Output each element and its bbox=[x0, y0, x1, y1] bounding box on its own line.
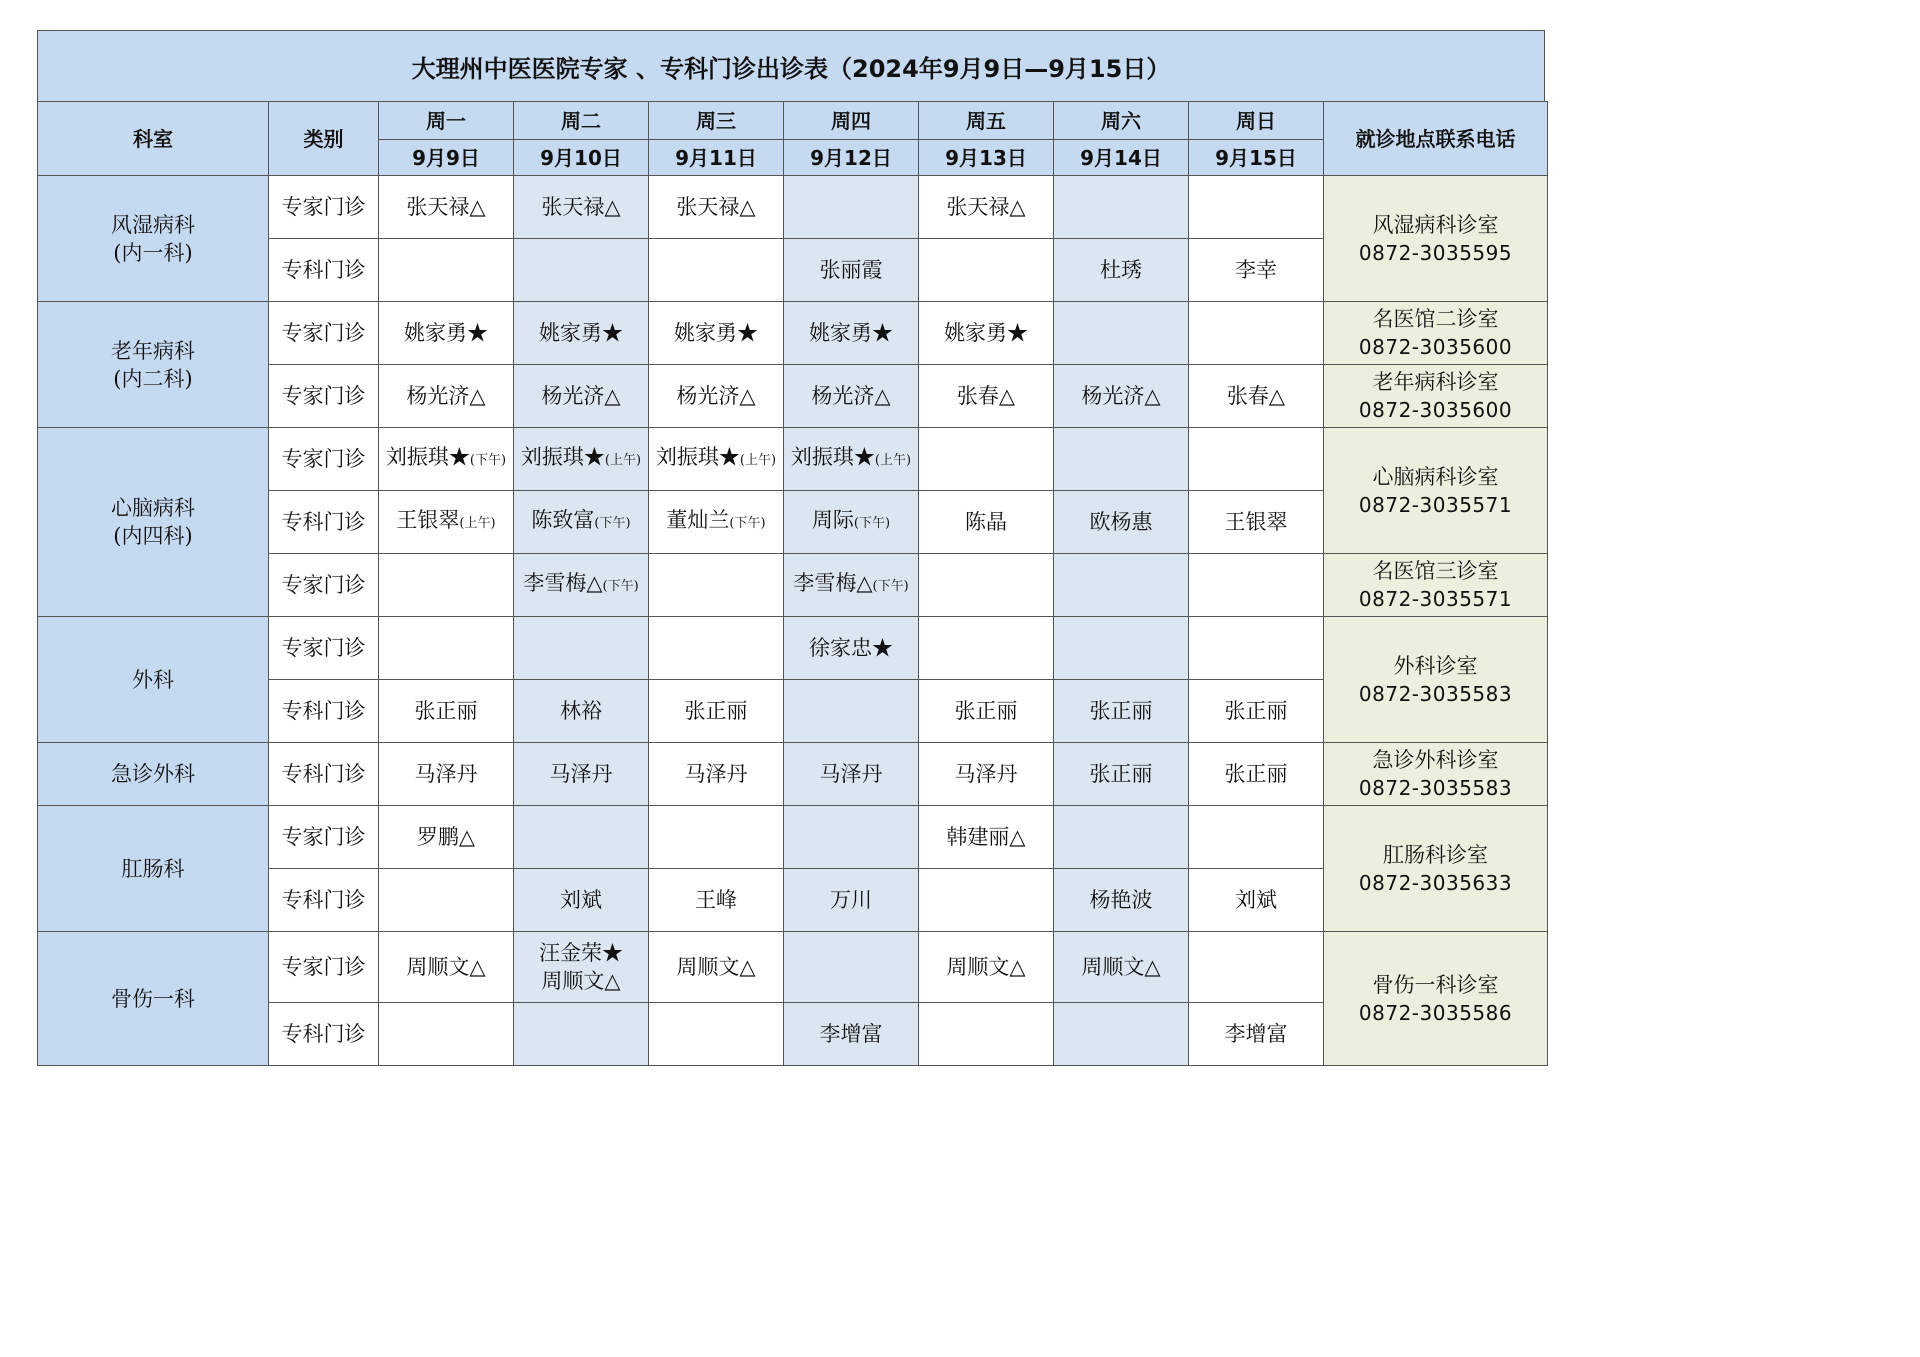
doctor-name: 李雪梅△ bbox=[523, 571, 603, 595]
schedule-cell bbox=[649, 365, 784, 428]
location-phone: 0872-3035633 bbox=[1358, 870, 1513, 895]
schedule-cell bbox=[1054, 239, 1189, 302]
session-note: (下午) bbox=[602, 579, 639, 594]
dept-cell bbox=[38, 617, 269, 743]
doctor-name: 李幸 bbox=[1235, 258, 1277, 282]
category-cell bbox=[269, 491, 379, 554]
schedule-cell bbox=[1189, 743, 1324, 806]
category-cell bbox=[269, 239, 379, 302]
category-label: 专科门诊 bbox=[281, 888, 366, 912]
doctor-name: 张天禄△ bbox=[406, 195, 486, 219]
location-name: 名医馆三诊室 bbox=[1372, 559, 1499, 583]
schedule-cell bbox=[649, 743, 784, 806]
doctor-name: 杨光济△ bbox=[541, 384, 621, 408]
category-cell bbox=[269, 302, 379, 365]
schedule-cell bbox=[919, 743, 1054, 806]
header-date: 9月12日 bbox=[784, 140, 919, 176]
schedule-cell bbox=[1189, 302, 1324, 365]
location-name: 风湿病科诊室 bbox=[1372, 212, 1499, 237]
doctor-name: 张正丽 bbox=[1089, 699, 1153, 723]
schedule-cell bbox=[379, 491, 514, 554]
schedule-cell bbox=[919, 617, 1054, 680]
doctor-name: 李增富 bbox=[1224, 1022, 1288, 1046]
dept-name: 心脑病科 bbox=[111, 496, 195, 520]
doctor-name: 张正丽 bbox=[1224, 699, 1288, 723]
category-cell bbox=[269, 554, 379, 617]
table-row bbox=[38, 302, 1548, 365]
dept-cell bbox=[38, 932, 269, 1066]
doctor-name: 刘振琪★ bbox=[520, 445, 605, 469]
schedule-cell bbox=[1054, 617, 1189, 680]
schedule-cell bbox=[784, 239, 919, 302]
schedule-cell bbox=[784, 1003, 919, 1066]
table-header bbox=[38, 102, 1548, 176]
table-row bbox=[38, 743, 1548, 806]
schedule-cell bbox=[379, 239, 514, 302]
schedule-cell bbox=[1189, 680, 1324, 743]
doctor-name: 刘振琪★ bbox=[385, 445, 470, 469]
doctor-name: 周顺文△ bbox=[676, 955, 756, 979]
schedule-cell bbox=[514, 806, 649, 869]
dept-name: (内一科) bbox=[113, 240, 193, 265]
location-cell bbox=[1324, 743, 1548, 806]
category-label: 专科门诊 bbox=[281, 699, 366, 723]
schedule-cell bbox=[514, 743, 649, 806]
header-weekday: 周三 bbox=[649, 102, 784, 140]
table-body bbox=[38, 176, 1548, 1066]
doctor-name: 董灿兰 bbox=[666, 508, 730, 532]
category-cell bbox=[269, 617, 379, 680]
schedule-cell bbox=[1189, 491, 1324, 554]
schedule-cell bbox=[1189, 1003, 1324, 1066]
schedule-cell bbox=[379, 617, 514, 680]
schedule-cell bbox=[919, 869, 1054, 932]
schedule-cell bbox=[919, 365, 1054, 428]
location-phone: 0872-3035583 bbox=[1358, 776, 1513, 800]
doctor-name: 马泽丹 bbox=[549, 762, 613, 786]
location-cell bbox=[1324, 932, 1548, 1066]
schedule-cell bbox=[784, 743, 919, 806]
doctor-name: 张春△ bbox=[1226, 384, 1286, 408]
location-cell bbox=[1324, 365, 1548, 428]
title-text: 大理州中医医院专家 、专科门诊出诊表（2024年9月9日—9月15日） bbox=[411, 54, 1171, 83]
category-cell bbox=[269, 1003, 379, 1066]
table-row bbox=[38, 932, 1548, 1003]
schedule-cell bbox=[1054, 806, 1189, 869]
header-date: 9月14日 bbox=[1054, 140, 1189, 176]
category-label: 专家门诊 bbox=[281, 447, 366, 471]
schedule-cell bbox=[514, 680, 649, 743]
dept-cell bbox=[38, 302, 269, 428]
header-location-label: 就诊地点联系电话 bbox=[1355, 126, 1516, 151]
schedule-cell bbox=[649, 806, 784, 869]
header-weekday: 周一 bbox=[379, 102, 514, 140]
category-cell bbox=[269, 932, 379, 1003]
schedule-cell bbox=[919, 428, 1054, 491]
dept-cell bbox=[38, 428, 269, 617]
schedule-cell bbox=[784, 680, 919, 743]
schedule-cell bbox=[919, 176, 1054, 239]
header-date: 9月15日 bbox=[1189, 140, 1324, 176]
location-phone: 0872-3035571 bbox=[1358, 492, 1513, 517]
session-note: (上午) bbox=[604, 453, 642, 468]
doctor-name: 杨光济△ bbox=[406, 384, 486, 408]
category-label: 专科门诊 bbox=[281, 762, 366, 786]
doctor-name: 张丽霞 bbox=[819, 258, 883, 282]
doctor-name: 周顺文△ bbox=[946, 955, 1026, 979]
doctor-name: 姚家勇★ bbox=[809, 321, 893, 345]
schedule-cell bbox=[784, 806, 919, 869]
doctor-name: 张天禄△ bbox=[541, 195, 621, 219]
dept-name: (内四科) bbox=[113, 524, 193, 548]
location-name: 骨伤一科诊室 bbox=[1372, 972, 1499, 997]
schedule-cell bbox=[1054, 491, 1189, 554]
doctor-name: 张正丽 bbox=[684, 699, 748, 723]
schedule-cell bbox=[919, 302, 1054, 365]
location-name: 肛肠科诊室 bbox=[1383, 842, 1488, 867]
schedule-cell bbox=[1054, 932, 1189, 1003]
schedule-cell bbox=[1054, 176, 1189, 239]
schedule-cell bbox=[784, 176, 919, 239]
header-weekday: 周六 bbox=[1054, 102, 1189, 140]
header-dept-label: 科室 bbox=[133, 126, 173, 151]
dept-name: 老年病科 bbox=[111, 338, 195, 363]
schedule-cell bbox=[1189, 176, 1324, 239]
session-note: (下午) bbox=[853, 516, 891, 531]
dept-name: (内二科) bbox=[113, 366, 193, 391]
schedule-cell bbox=[1189, 869, 1324, 932]
schedule-cell bbox=[649, 680, 784, 743]
dept-name: 骨伤一科 bbox=[111, 986, 195, 1011]
session-note: (上午) bbox=[874, 453, 912, 468]
category-label: 专科门诊 bbox=[281, 1022, 366, 1046]
doctor-name: 张正丽 bbox=[954, 699, 1018, 723]
doctor-name: 姚家勇★ bbox=[944, 321, 1028, 345]
header-dept bbox=[38, 102, 269, 176]
schedule-cell bbox=[784, 932, 919, 1003]
schedule-cell bbox=[784, 617, 919, 680]
schedule-sheet bbox=[37, 30, 1545, 1066]
header-date: 9月9日 bbox=[379, 140, 514, 176]
schedule-cell bbox=[514, 428, 649, 491]
doctor-name: 刘斌 bbox=[560, 888, 602, 912]
schedule-cell bbox=[784, 869, 919, 932]
doctor-name: 韩建丽△ bbox=[946, 825, 1026, 849]
category-cell bbox=[269, 365, 379, 428]
doctor-name: 张天禄△ bbox=[946, 195, 1026, 219]
session-note: (上午) bbox=[459, 516, 496, 531]
doctor-name: 林裕 bbox=[560, 699, 602, 723]
schedule-cell bbox=[649, 491, 784, 554]
location-cell bbox=[1324, 617, 1548, 743]
category-cell bbox=[269, 743, 379, 806]
doctor-name: 刘振琪★ bbox=[655, 445, 740, 469]
doctor-name: 周顺文△ bbox=[1081, 955, 1161, 979]
schedule-cell bbox=[379, 743, 514, 806]
schedule-cell bbox=[919, 1003, 1054, 1066]
doctor-name: 罗鹏△ bbox=[416, 825, 476, 849]
dept-name: 急诊外科 bbox=[111, 762, 195, 786]
schedule-cell bbox=[1054, 365, 1189, 428]
doctor-name: 王银翠 bbox=[1224, 510, 1288, 534]
doctor-name: 杨光济△ bbox=[676, 384, 756, 408]
category-label: 专家门诊 bbox=[281, 955, 366, 979]
doctor-name: 马泽丹 bbox=[684, 762, 748, 786]
schedule-cell bbox=[514, 239, 649, 302]
doctor-name: 周顺文△ bbox=[406, 955, 486, 979]
schedule-cell bbox=[514, 491, 649, 554]
schedule-cell bbox=[514, 932, 649, 1003]
category-label: 专家门诊 bbox=[281, 573, 366, 597]
location-cell bbox=[1324, 428, 1548, 554]
dept-cell bbox=[38, 806, 269, 932]
schedule-cell bbox=[649, 428, 784, 491]
category-label: 专家门诊 bbox=[281, 636, 366, 660]
schedule-cell bbox=[919, 491, 1054, 554]
schedule-cell bbox=[1189, 617, 1324, 680]
location-name: 老年病科诊室 bbox=[1372, 370, 1499, 394]
header-category-label: 类别 bbox=[303, 126, 344, 151]
session-note: (下午) bbox=[594, 516, 631, 531]
doctor-name: 周顺文△ bbox=[541, 969, 621, 993]
location-phone: 0872-3035571 bbox=[1358, 587, 1513, 611]
doctor-name: 万川 bbox=[830, 888, 872, 912]
category-label: 专科门诊 bbox=[281, 510, 366, 534]
schedule-cell bbox=[379, 806, 514, 869]
schedule-cell bbox=[1054, 1003, 1189, 1066]
doctor-name: 周际 bbox=[811, 508, 854, 532]
header-weekday: 周日 bbox=[1189, 102, 1324, 140]
schedule-cell bbox=[1054, 302, 1189, 365]
location-cell bbox=[1324, 176, 1548, 302]
category-label: 专家门诊 bbox=[281, 825, 366, 849]
header-weekday: 周五 bbox=[919, 102, 1054, 140]
location-cell bbox=[1324, 554, 1548, 617]
doctor-name: 李雪梅△ bbox=[793, 571, 873, 595]
dept-name: 外科 bbox=[132, 667, 174, 692]
schedule-cell bbox=[649, 302, 784, 365]
category-label: 专科门诊 bbox=[281, 258, 366, 282]
schedule-cell bbox=[649, 617, 784, 680]
category-cell bbox=[269, 176, 379, 239]
schedule-cell bbox=[379, 428, 514, 491]
header-date: 9月11日 bbox=[649, 140, 784, 176]
doctor-name: 姚家勇★ bbox=[539, 321, 623, 345]
doctor-name: 马泽丹 bbox=[414, 762, 478, 786]
table-row bbox=[38, 617, 1548, 680]
schedule-cell bbox=[1054, 554, 1189, 617]
doctor-name: 汪金荣★ bbox=[539, 941, 623, 965]
schedule-cell bbox=[379, 932, 514, 1003]
dept-cell bbox=[38, 176, 269, 302]
doctor-name: 杨光济△ bbox=[811, 384, 891, 408]
schedule-cell bbox=[919, 239, 1054, 302]
schedule-cell bbox=[919, 554, 1054, 617]
schedule-cell bbox=[649, 554, 784, 617]
page-title bbox=[37, 30, 1545, 101]
category-label: 专家门诊 bbox=[281, 384, 366, 408]
schedule-cell bbox=[784, 365, 919, 428]
schedule-cell bbox=[379, 680, 514, 743]
schedule-cell bbox=[784, 491, 919, 554]
schedule-cell bbox=[649, 1003, 784, 1066]
category-cell bbox=[269, 806, 379, 869]
schedule-cell bbox=[514, 869, 649, 932]
location-name: 外科诊室 bbox=[1393, 653, 1478, 678]
schedule-cell bbox=[919, 680, 1054, 743]
schedule-cell bbox=[919, 806, 1054, 869]
location-cell bbox=[1324, 806, 1548, 932]
schedule-cell bbox=[379, 365, 514, 428]
schedule-cell bbox=[919, 932, 1054, 1003]
session-note: (下午) bbox=[729, 516, 766, 531]
schedule-cell bbox=[649, 869, 784, 932]
doctor-name: 陈致富 bbox=[531, 508, 595, 532]
table-row bbox=[38, 428, 1548, 491]
doctor-name: 杜琇 bbox=[1100, 258, 1142, 282]
schedule-cell bbox=[379, 302, 514, 365]
schedule-cell bbox=[649, 932, 784, 1003]
category-label: 专家门诊 bbox=[281, 195, 366, 219]
dept-name: 肛肠科 bbox=[121, 856, 185, 881]
schedule-cell bbox=[1189, 365, 1324, 428]
doctor-name: 马泽丹 bbox=[819, 762, 883, 786]
doctor-name: 王峰 bbox=[695, 888, 737, 912]
header-weekday: 周四 bbox=[784, 102, 919, 140]
schedule-cell bbox=[1054, 743, 1189, 806]
schedule-cell bbox=[1054, 869, 1189, 932]
schedule-cell bbox=[379, 1003, 514, 1066]
category-cell bbox=[269, 869, 379, 932]
table-row bbox=[38, 176, 1548, 239]
doctor-name: 刘斌 bbox=[1235, 888, 1277, 912]
session-note: (下午) bbox=[469, 453, 507, 468]
header-weekday: 周二 bbox=[514, 102, 649, 140]
category-label: 专家门诊 bbox=[281, 321, 366, 345]
schedule-cell bbox=[514, 365, 649, 428]
schedule-table bbox=[37, 101, 1548, 1066]
schedule-cell bbox=[1054, 680, 1189, 743]
schedule-cell bbox=[1189, 932, 1324, 1003]
doctor-name: 陈晶 bbox=[965, 510, 1007, 534]
schedule-cell bbox=[379, 176, 514, 239]
location-name: 急诊外科诊室 bbox=[1372, 748, 1499, 772]
location-name: 心脑病科诊室 bbox=[1372, 464, 1499, 489]
location-cell bbox=[1324, 302, 1548, 365]
schedule-cell bbox=[784, 554, 919, 617]
header-date: 9月10日 bbox=[514, 140, 649, 176]
location-phone: 0872-3035600 bbox=[1358, 335, 1513, 359]
session-note: (上午) bbox=[739, 453, 777, 468]
schedule-cell bbox=[1189, 806, 1324, 869]
schedule-cell bbox=[514, 1003, 649, 1066]
header-category bbox=[269, 102, 379, 176]
doctor-name: 张天禄△ bbox=[676, 195, 756, 219]
schedule-cell bbox=[1189, 239, 1324, 302]
schedule-cell bbox=[379, 869, 514, 932]
schedule-cell bbox=[649, 239, 784, 302]
schedule-cell bbox=[514, 554, 649, 617]
doctor-name: 姚家勇★ bbox=[404, 321, 488, 345]
dept-cell bbox=[38, 743, 269, 806]
doctor-name: 张正丽 bbox=[414, 699, 478, 723]
doctor-name: 张正丽 bbox=[1224, 762, 1288, 786]
doctor-name: 张正丽 bbox=[1089, 762, 1153, 786]
schedule-cell bbox=[514, 617, 649, 680]
doctor-name: 马泽丹 bbox=[954, 762, 1018, 786]
schedule-cell bbox=[784, 302, 919, 365]
category-cell bbox=[269, 428, 379, 491]
category-cell bbox=[269, 680, 379, 743]
schedule-cell bbox=[514, 176, 649, 239]
location-name: 名医馆二诊室 bbox=[1372, 307, 1499, 331]
schedule-cell bbox=[514, 302, 649, 365]
schedule-cell bbox=[649, 176, 784, 239]
table-row bbox=[38, 806, 1548, 869]
session-note: (下午) bbox=[872, 579, 909, 594]
doctor-name: 徐家忠★ bbox=[809, 636, 893, 660]
doctor-name: 杨艳波 bbox=[1089, 888, 1153, 912]
schedule-cell bbox=[379, 554, 514, 617]
location-phone: 0872-3035583 bbox=[1358, 681, 1513, 706]
schedule-cell bbox=[1189, 428, 1324, 491]
location-phone: 0872-3035595 bbox=[1358, 240, 1513, 265]
location-phone: 0872-3035600 bbox=[1358, 398, 1513, 422]
doctor-name: 刘振琪★ bbox=[790, 445, 875, 469]
header-row-weekdays bbox=[38, 102, 1548, 140]
doctor-name: 姚家勇★ bbox=[674, 321, 758, 345]
location-phone: 0872-3035586 bbox=[1358, 1000, 1513, 1025]
dept-name: 风湿病科 bbox=[111, 212, 195, 237]
header-date: 9月13日 bbox=[919, 140, 1054, 176]
doctor-name: 欧杨惠 bbox=[1089, 510, 1153, 534]
doctor-name: 张春△ bbox=[956, 384, 1016, 408]
header-location bbox=[1324, 102, 1548, 176]
schedule-cell bbox=[1054, 428, 1189, 491]
schedule-cell bbox=[1189, 554, 1324, 617]
schedule-cell bbox=[784, 428, 919, 491]
doctor-name: 王银翠 bbox=[396, 508, 460, 532]
doctor-name: 杨光济△ bbox=[1081, 384, 1161, 408]
doctor-name: 李增富 bbox=[819, 1022, 883, 1046]
